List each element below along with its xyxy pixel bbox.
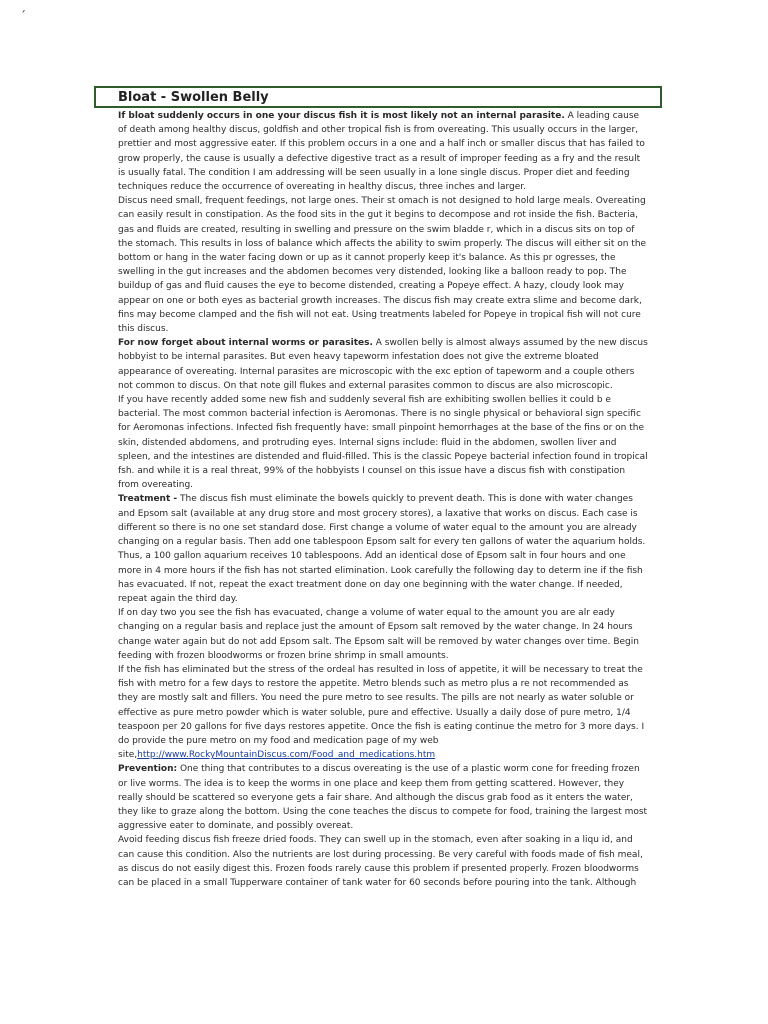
page-title: Bloat - Swollen Belly: [118, 90, 269, 105]
article-body: [118, 109, 648, 890]
paragraph: [118, 194, 648, 336]
corner-mark: ´: [20, 9, 26, 23]
paragraph: [118, 393, 648, 492]
paragraph: [118, 492, 648, 606]
paragraph: [118, 833, 648, 890]
paragraph-text: A swollen belly is almost always assumed by the new discus hobbyist to be internal parasites. But even heavy tapeworm infestation does not give the extreme bloated appearance of overeating. Internal parasites are microscopic with the exc eption of tapeworm and a couple others not common to discus. On that note gill flukes and external parasites common to discus are also microscopic.: [118, 338, 648, 391]
paragraph-lead: Prevention:: [118, 764, 178, 775]
paragraph-text: A leading cause of death among healthy discus, goldfish and other tropical fish is from overeating. This usually occurs in the larger, prettier and most aggressive eater. If this problem occurs in a one and a half inch or smaller discus that has failed to grow properly, the cause is usually a defective digestive tract as a result of improper feeding as a fry and the result is usually fatal. The condition I am addressing will be seen usually in a lone single discus. Proper diet and feeding techniques reduce the occurrence of overeating in healthy discus, three inches and larger.: [118, 111, 645, 193]
paragraph-text: One thing that contributes to a discus overeating is the use of a plastic worm cone for freeding frozen or live worms. The idea is to keep the worms in one place and keep them from getting scattered. However, they really should be scattered so everyone gets a fair share. And although the discus grab food as it enters the water, they like to graze along the bottom. Using the cone teaches the discus to compete for food, training the largest most aggressive eater to dominate, and possibly overeat.: [118, 764, 648, 832]
paragraph-text: Avoid feeding discus fish freeze dried foods. They can swell up in the stomach, even after soaking in a liqu id, and can cause this condition. Also the nutrients are lost during processing. Be very careful with foods made of fish meal, as discus do not easily digest this. Frozen foods rarely cause this problem if presented properly. Frozen bloodworms can be placed in a small Tupperware container of tank water for 60 seconds before pouring into the tank. Although: [118, 835, 643, 888]
paragraph: [118, 663, 648, 762]
paragraph: [118, 606, 648, 663]
paragraph-text: If you have recently added some new fish and suddenly several fish are exhibiting swollen bellies it could b e bacterial. The most common bacterial infection is Aeromonas. There is no single physical or behavioral sign specific for Aeromonas infections. Infected fish frequently have: small pinpoint hemorrhages at the base of the fins or on the skin, distended abdomens, and protruding eyes. Internal signs include: fluid in the abdomen, swollen liver and spleen, and the intestines are distended and fluid-filled. This is the classic Popeye bacterial infection found in tropical fsh. and while it is a real threat, 99% of the hobbyists I counsel on this issue have a discus fish with constipation from overeating.: [118, 395, 648, 491]
paragraph-text: If on day two you see the fish has evacuated, change a volume of water equal to the amount you are alr eady changing on a regular basis and replace just the amount of Epsom salt removed by the water change. In 24 hours change water again but do not add Epsom salt. The Epsom salt will be removed by water changes over time. Begin feeding with frozen bloodworms or frozen brine shrimp in small amounts.: [118, 608, 639, 661]
food-medications-link[interactable]: http://www.RockyMountainDiscus.com/Food_and_medications.htm: [137, 750, 436, 761]
paragraph: [118, 762, 648, 833]
paragraph: [118, 336, 648, 393]
paragraph-text: Discus need small, frequent feedings, not large ones. Their st omach is not designed to hold large meals. Overeating can easily result in constipation. As the food sits in the gut it begins to decompose and rot inside the fish. Bacteria, gas and fluids are created, resulting in swelling and pressure on the swim bladde r, which in a discus sits on top of the stomach. This results in loss of balance which affects the ability to swim properly. The discus will either sit on the bottom or hang in the water facing down or up as it cannot properly keep it's balance. As this pr ogresses, the swelling in the gut increases and the abdomen becomes very distended, looking like a balloon ready to pop. The buildup of gas and fluid causes the eye to become distended, creating a Popeye effect. A hazy, cloudy look may appear on one or both eyes as bacterial growth increases. The discus fish may create extra slime and become dark, fins may become clamped and the fish will not eat. Using treatments labeled for Popeye in tropical fish will not cure this discus.: [118, 196, 647, 335]
paragraph: [118, 109, 648, 194]
paragraph-text: If the fish has eliminated but the stress of the ordeal has resulted in loss of appetite, it will be necessary to treat the fish with metro for a few days to restore the appetite. Metro blends such as metro plus a re not recommended as they are mostly salt and fillers. You need the pure metro to see results. The pills are not nearly as water soluble or effective as pure metro powder which is water soluble, pure and effective. Usually a daily dose of pure metro, 1/4 teaspoon per 20 gallons for five days restores appetite. Once the fish is eating continue the metro for 3 more days. I do provide the pure metro on my food and medication page of my web site,: [118, 664, 645, 761]
paragraph-text: The discus fish must eliminate the bowels quickly to prevent death. This is done with water changes and Epsom salt (available at any drug store and most grocery stores), a laxative that works on discus. Each case is different so there is no one set standard dose. First change a volume of water equal to the amount you are already changing on a regular basis. Then add one tablespoon Epsom salt for every ten gallons of water the aquarium holds. Thus, a 100 gallon aquarium receives 10 tablespoons. Add an identical dose of Epsom salt in four hours and one more in 4 more hours if the fish has not started elimination. Look carefully the following day to determ ine if the fish has evacuated. If not, repeat the exact treatment done on day one beginning with the water change. If needed, repeat again the third day.: [118, 494, 646, 604]
paragraph-lead: Treatment -: [118, 494, 178, 505]
title-box: [94, 86, 662, 108]
paragraph-lead: For now forget about internal worms or parasites.: [118, 338, 373, 349]
paragraph-lead: If bloat suddenly occurs in one your discus fish it is most likely not an internal parasite.: [118, 111, 565, 121]
